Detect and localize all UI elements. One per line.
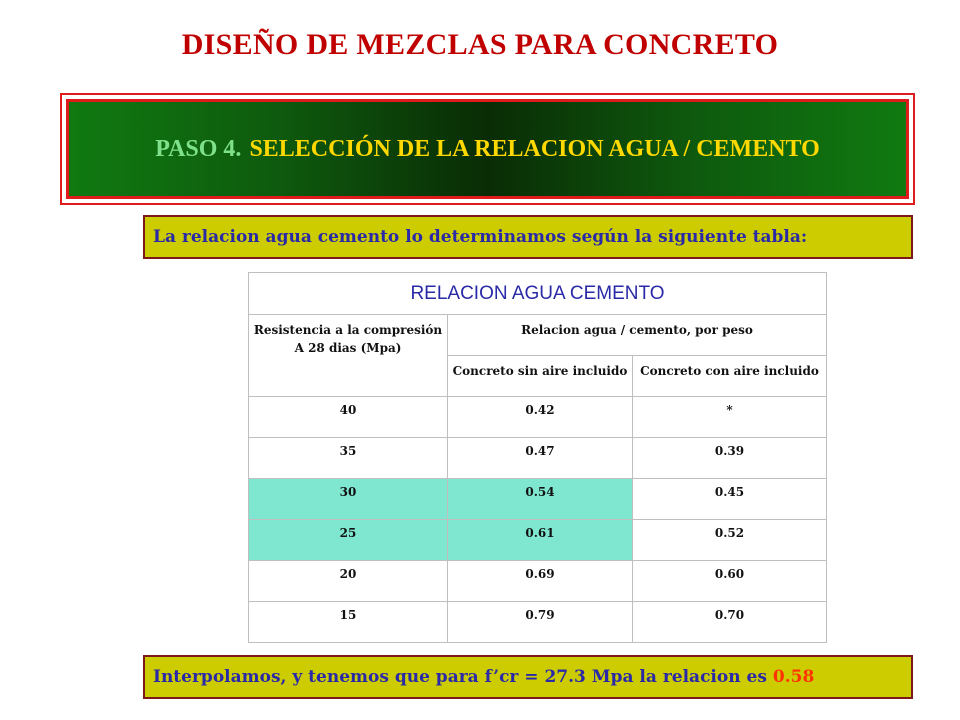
cell-sin-aire-highlighted: 0.61: [448, 520, 633, 561]
cell-con-aire: 0.70: [633, 602, 827, 643]
cell-con-aire: 0.60: [633, 561, 827, 602]
cell-resistencia-highlighted: 30: [249, 479, 448, 520]
step-banner: [60, 93, 915, 205]
result-note: [143, 655, 913, 699]
col-header-sin-aire: Concreto sin aire incluido: [448, 356, 633, 397]
cell-con-aire: 0.39: [633, 438, 827, 479]
table-row: [249, 602, 827, 643]
col-header-con-aire: Concreto con aire incluido: [633, 356, 827, 397]
cell-con-aire: 0.52: [633, 520, 827, 561]
page-title: DISEÑO DE MEZCLAS PARA CONCRETO: [181, 28, 779, 61]
intro-note-text: La relacion agua cemento lo determinamos según la siguiente tabla:: [153, 227, 808, 247]
cell-con-aire: 0.45: [633, 479, 827, 520]
cell-resistencia: 20: [249, 561, 448, 602]
cell-sin-aire: 0.79: [448, 602, 633, 643]
result-note-text: Interpolamos, y tenemos que para f’cr = 27.3 Mpa la relacion es: [153, 667, 767, 687]
cell-resistencia-highlighted: 25: [249, 520, 448, 561]
table-row: [249, 479, 827, 520]
cell-sin-aire: 0.42: [448, 397, 633, 438]
step-title: SELECCIÓN DE LA RELACION AGUA / CEMENTO: [249, 135, 820, 162]
step-number: PASO 4.: [155, 135, 242, 162]
cell-sin-aire: 0.69: [448, 561, 633, 602]
water-cement-ratio-table: [248, 272, 827, 643]
table-row: [249, 397, 827, 438]
cell-resistencia: 40: [249, 397, 448, 438]
group-header-ratio: Relacion agua / cemento, por peso: [448, 315, 827, 356]
cell-sin-aire: 0.47: [448, 438, 633, 479]
cell-resistencia: 15: [249, 602, 448, 643]
result-value: 0.58: [772, 667, 815, 687]
col-header-resistencia: Resistencia a la compresión A 28 dias (Mpa): [249, 315, 448, 397]
table-row: [249, 520, 827, 561]
step-banner-inner: [66, 99, 909, 199]
table-caption: RELACION AGUA CEMENTO: [249, 273, 827, 315]
table-row: [249, 561, 827, 602]
cell-sin-aire-highlighted: 0.54: [448, 479, 633, 520]
table-row: [249, 438, 827, 479]
cell-con-aire: *: [633, 397, 827, 438]
cell-resistencia: 35: [249, 438, 448, 479]
intro-note: [143, 215, 913, 259]
